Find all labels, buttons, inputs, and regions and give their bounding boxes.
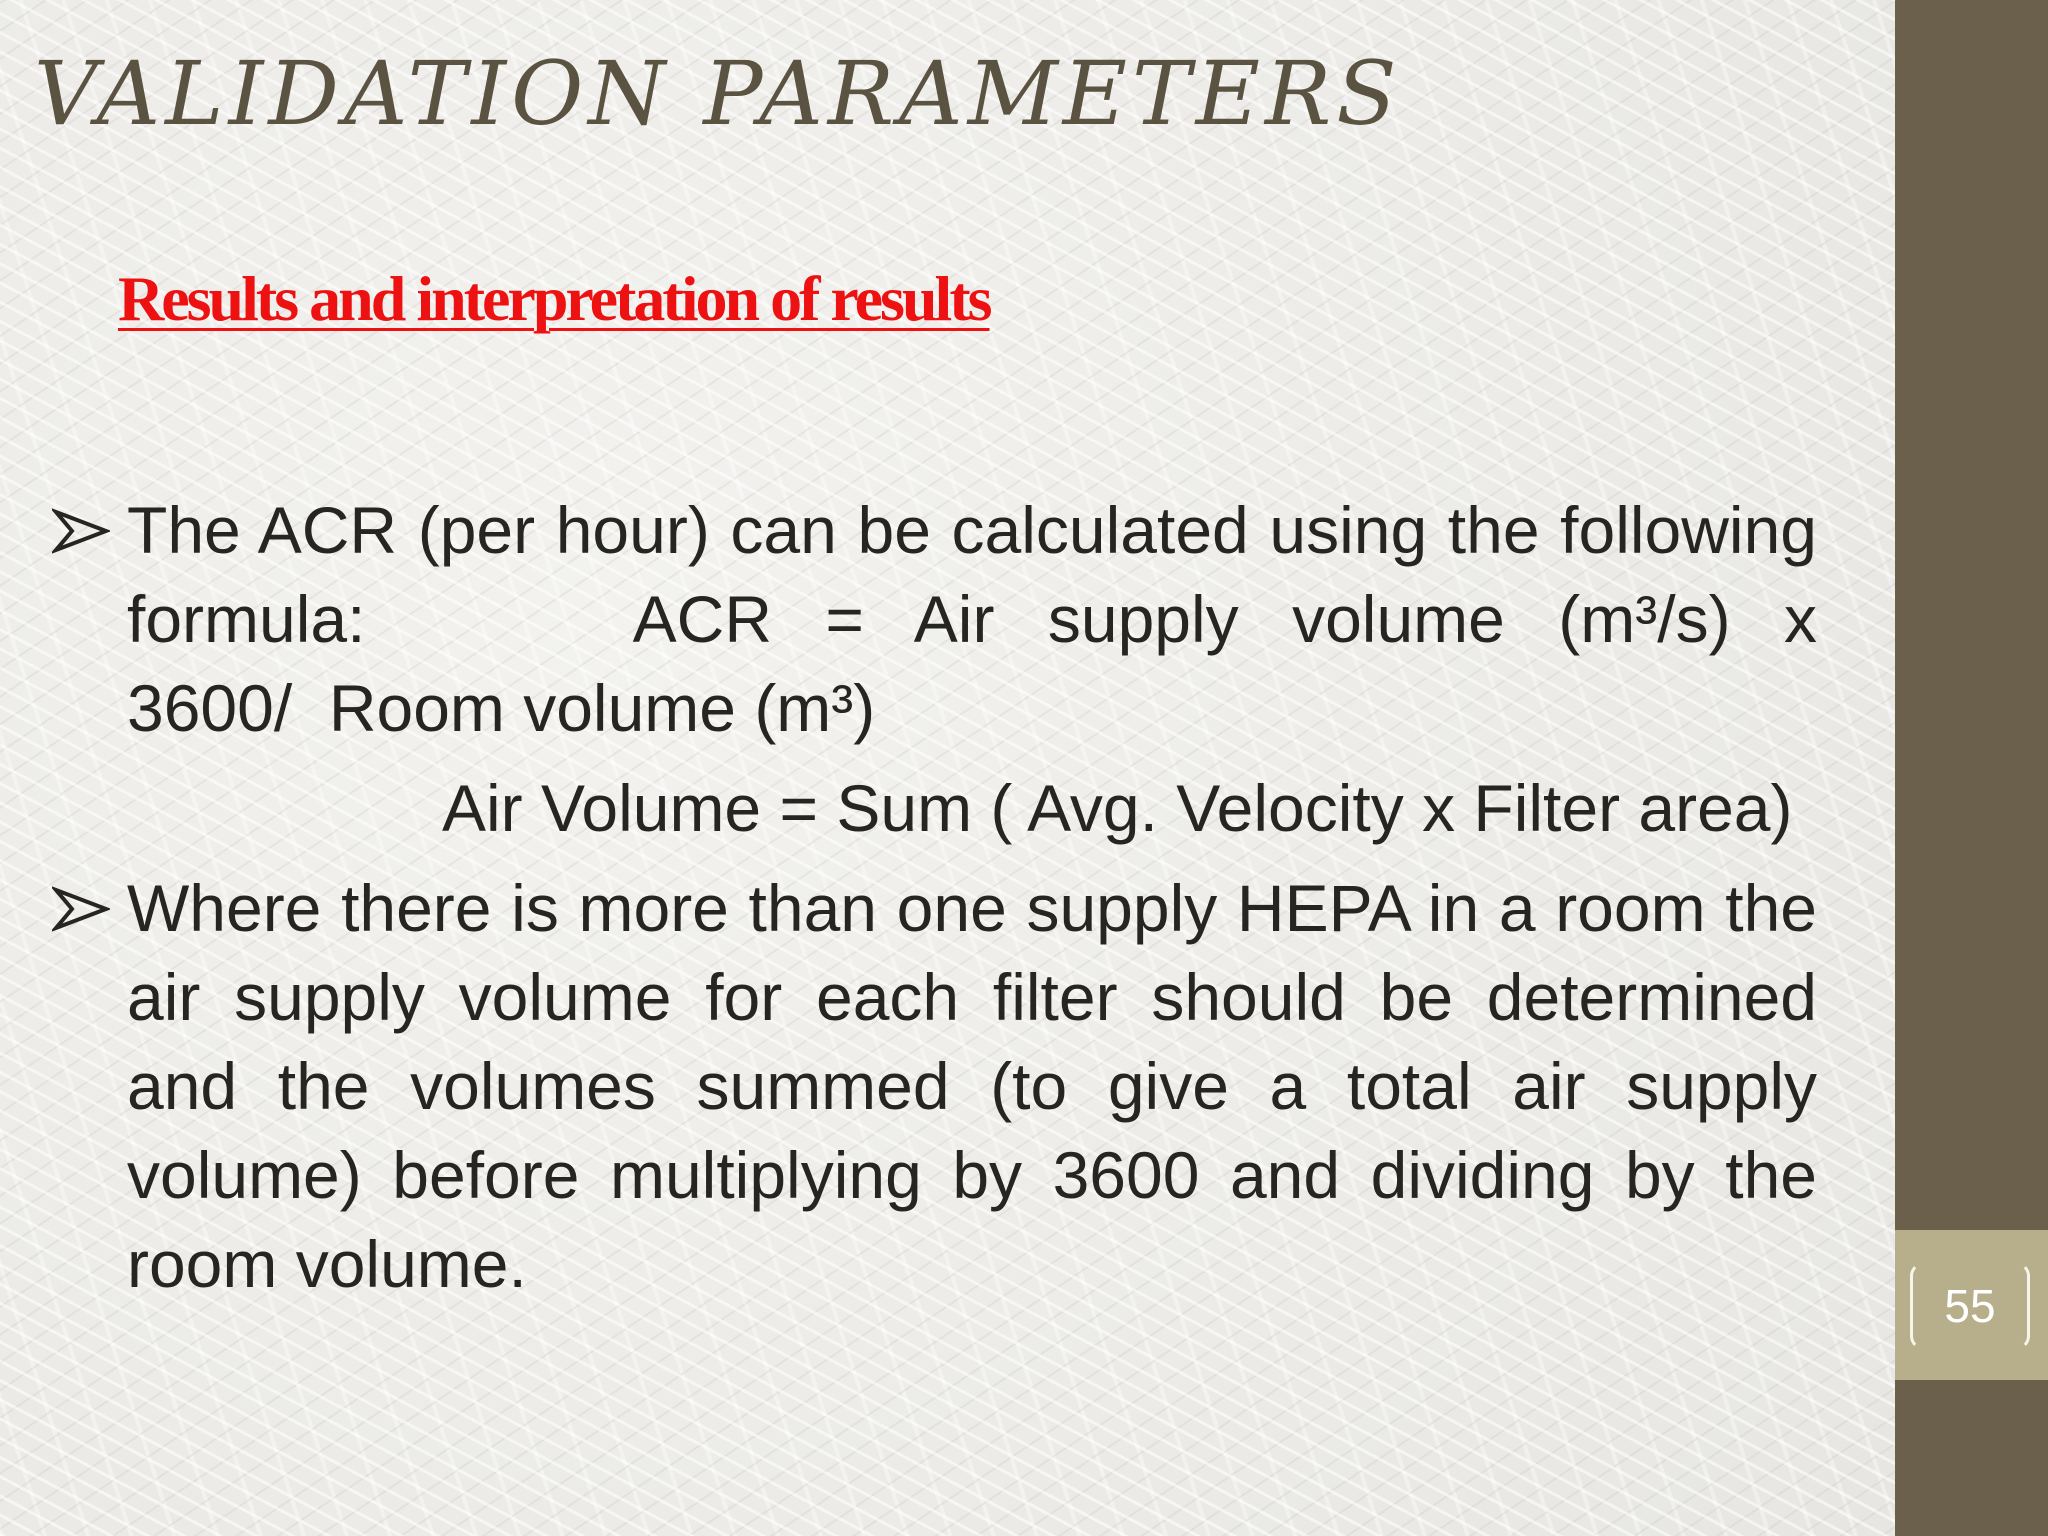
bullet-text: Where there is more than one supply HEPA in a room the air supply volume for each filter should be determined and the volumes summed (to give a total air supply volume) before multiplying by 3600 and dividing by the room volume.	[127, 871, 1817, 1301]
page-number: 55	[1944, 1280, 1996, 1332]
arrow-bullet-icon	[52, 886, 110, 932]
slide-subtitle: Results and interpretation of results	[118, 263, 990, 334]
slide-content	[52, 486, 1817, 1309]
bullet-text: The ACR (per hour) can be calculated using the following formula: ACR = Air supply volume (m³/s) x 3600/ Room volume (m³)	[127, 493, 1817, 745]
arrow-bullet-icon	[52, 508, 110, 554]
bullet-item-acr-formula	[52, 486, 1817, 753]
slide-title: VALIDATION PARAMETERS	[34, 42, 1402, 145]
bullet-item-multiple-hepa	[52, 864, 1817, 1309]
air-volume-formula: Air Volume = Sum ( Avg. Velocity x Filter area)	[442, 771, 1793, 845]
bullet-continuation-air-volume	[52, 764, 1817, 853]
